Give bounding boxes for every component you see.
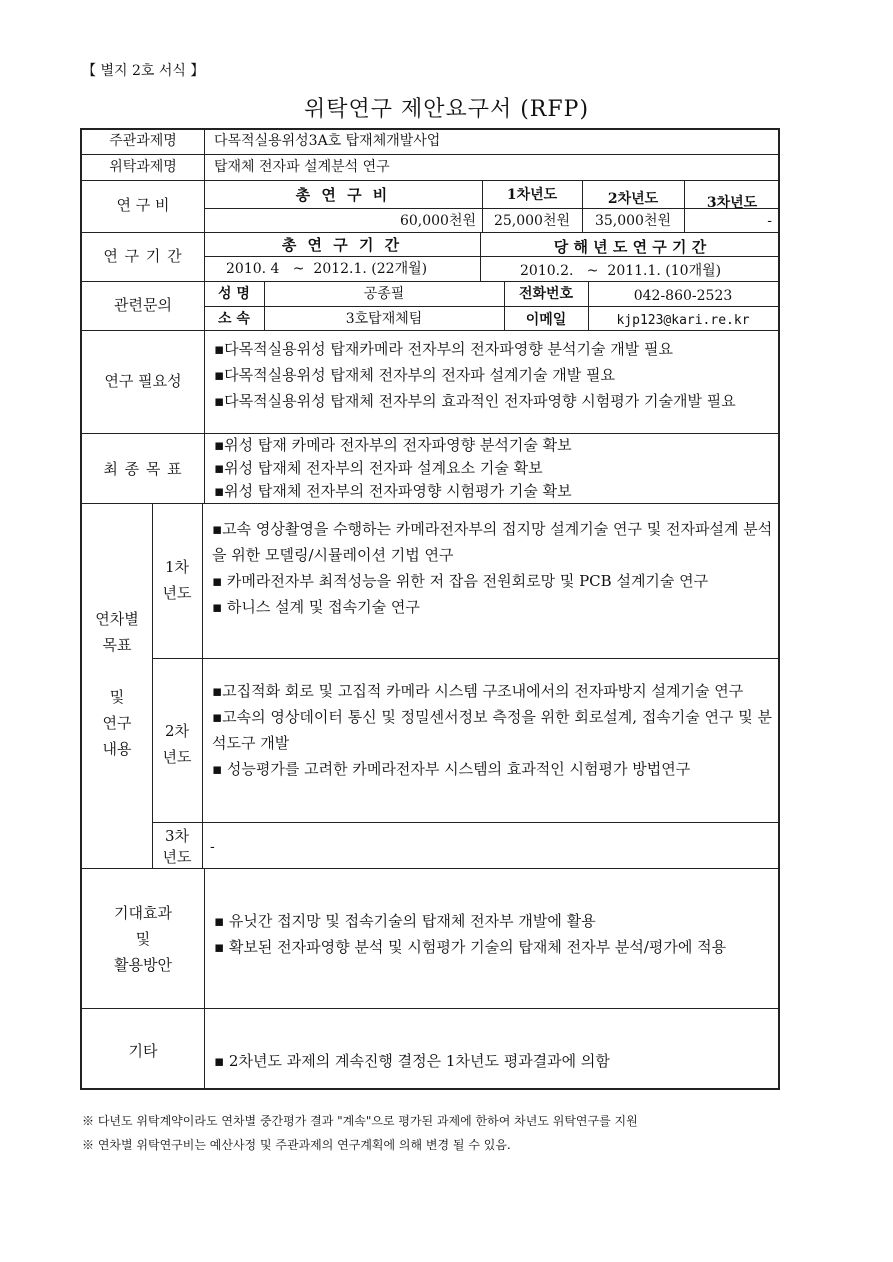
budget-year1-value: 25,000천원 — [493, 213, 571, 229]
year1-item: ▪ 하니스 설계 및 접속기술 연구 — [212, 598, 420, 616]
year1-label-1: 1차 — [164, 558, 190, 576]
email-value: kjp123@kari.re.kr — [616, 313, 750, 328]
phone-value: 042-860-2523 — [633, 288, 733, 304]
year2-label-2: 년도 — [162, 748, 192, 766]
contact-label: 관련문의 — [114, 296, 172, 314]
etc-value: ▪ 2차년도 과제의 계속진행 결정은 1차년도 평과결과에 의함 — [214, 1052, 610, 1070]
budget-year3-header: 3차년도 — [706, 195, 758, 211]
year2-item: ▪ 성능평가를 고려한 카메라전자부 시스템의 효과적인 시험평가 방법연구 — [212, 760, 691, 778]
rfp-table — [80, 128, 780, 1090]
org-label: 소 속 — [218, 311, 250, 327]
effect-item: ▪ 유닛간 접지망 및 접속기술의 탑재체 전자부 개발에 활용 — [214, 912, 596, 930]
phone-label: 전화번호 — [518, 286, 574, 302]
year2-label-1: 2차 — [164, 722, 190, 740]
etc-label: 기타 — [128, 1042, 158, 1060]
year2-item: ▪고집적화 회로 및 고집적 카메라 시스템 구조내에서의 전자파방지 설계기술 연구 — [212, 682, 744, 700]
year1-label-2: 년도 — [162, 584, 192, 602]
budget-total-header: 총 연 구 비 — [295, 186, 391, 204]
name-label: 성 명 — [218, 286, 250, 302]
year1-list — [212, 516, 774, 620]
goal-item: ▪위성 탑재 카메라 전자부의 전자파영향 분석기술 확보 — [214, 436, 572, 454]
page-title: 위탁연구 제안요구서 (RFP) — [303, 97, 590, 122]
period-label: 연 구 기 간 — [103, 247, 183, 265]
effect-list — [214, 908, 774, 960]
note-1: ※ 다년도 위탁계약이라도 연차별 중간평가 결과 "계속"으로 평가된 과제에 한하여 차년도 위탁연구를 지원 — [82, 1114, 638, 1128]
budget-year3-value: - — [767, 213, 772, 229]
year1-item: ▪고속 영상촬영을 수행하는 카메라전자부의 접지망 설계기술 연구 및 전자파설계 분석을 위한 모델링/시뮬레이션 기법 연구 — [212, 520, 773, 564]
period-current-value: 2010.2. ~ 2011.1. (10개월) — [520, 263, 722, 279]
year2-item: ▪고속의 영상데이터 통신 및 정밀센서정보 측정을 위한 회로설계, 접속기술 연구 및 분석도구 개발 — [212, 708, 773, 752]
year3-value: - — [210, 839, 215, 855]
yearly-label-4: 연구 — [102, 714, 132, 732]
year2-list — [212, 678, 774, 782]
year1-item: ▪ 카메라전자부 최적성능을 위한 저 잡음 전원회로망 및 PCB 설계기술 연구 — [212, 572, 709, 590]
budget-year2-header: 2차년도 — [607, 191, 659, 207]
yearly-label-3: 및 — [109, 688, 125, 706]
year3-label-2: 년도 — [162, 848, 192, 866]
budget-total-value: 60,000천원 — [399, 213, 476, 229]
yearly-label-2: 목표 — [102, 636, 132, 654]
budget-year2-value: 35,000천원 — [594, 213, 672, 229]
sub-project-label: 위탁과제명 — [109, 159, 177, 175]
effect-item: ▪ 확보된 전자파영향 분석 및 시험평가 기술의 탑재체 전자부 분석/평가에 적용 — [214, 938, 727, 956]
goal-item: ▪위성 탑재체 전자부의 전자파영향 시험평가 기술 확보 — [214, 482, 572, 500]
necessity-item: ▪다목적실용위성 탑재체 전자부의 전자파 설계기술 개발 필요 — [214, 366, 616, 384]
main-project-value: 다목적실용위성3A호 탑재체개발사업 — [214, 133, 441, 149]
necessity-label: 연구 필요성 — [104, 372, 182, 390]
goal-item: ▪위성 탑재체 전자부의 전자파 설계요소 기술 확보 — [214, 459, 543, 477]
note-2: ※ 연차별 위탁연구비는 예산사정 및 주관과제의 연구계획에 의해 변경 될 수 있음. — [82, 1138, 511, 1152]
period-total-header: 총 연 구 기 간 — [281, 236, 403, 254]
necessity-item: ▪다목적실용위성 탑재체 전자부의 효과적인 전자파영향 시험평가 기술개발 필요 — [214, 392, 736, 410]
name-value: 공종필 — [363, 286, 405, 302]
necessity-item: ▪다목적실용위성 탑재카메라 전자부의 전자파영향 분석기술 개발 필요 — [214, 340, 673, 358]
period-current-header: 당 해 년 도 연 구 기 간 — [553, 238, 707, 256]
yearly-label-1: 연차별 — [95, 610, 139, 628]
email-label: 이메일 — [525, 312, 567, 328]
effect-label-2: 및 — [135, 930, 151, 948]
form-number: 【 별지 2호 서식 】 — [82, 63, 205, 79]
budget-year1-header: 1차년도 — [506, 187, 558, 203]
sub-project-value: 탑재체 전자파 설계분석 연구 — [214, 159, 390, 175]
goal-list — [214, 434, 774, 503]
budget-label: 연 구 비 — [116, 196, 170, 214]
main-project-label: 주관과제명 — [109, 133, 177, 149]
year3-label-1: 3차 — [164, 827, 190, 845]
effect-label-1: 기대효과 — [114, 904, 172, 922]
goal-label: 최 종 목 표 — [103, 460, 183, 478]
effect-label-3: 활용방안 — [114, 956, 172, 974]
necessity-list — [214, 336, 774, 414]
yearly-label-5: 내용 — [102, 740, 132, 758]
org-value: 3호탑재체팀 — [345, 311, 423, 327]
period-total-value: 2010. 4 ~ 2012.1. (22개월) — [226, 261, 428, 277]
